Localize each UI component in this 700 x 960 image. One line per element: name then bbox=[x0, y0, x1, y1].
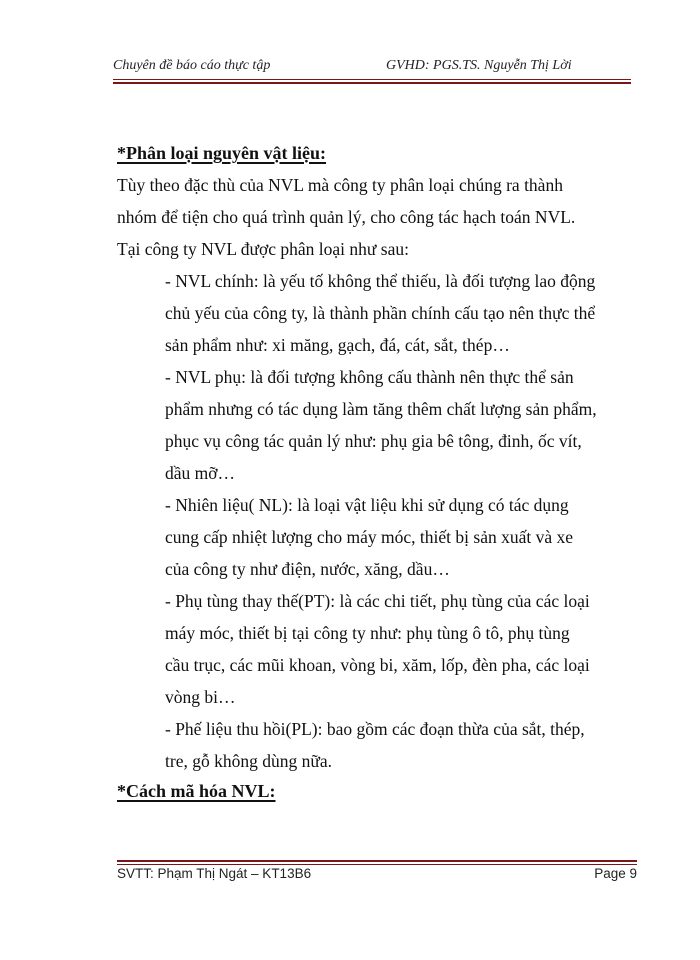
section-heading-coding: *Cách mã hóa NVL: bbox=[117, 781, 276, 801]
footer-rule bbox=[117, 864, 637, 865]
list-item-line: chủ yếu của công ty, là thành phần chính cấu tạo nên thực thể bbox=[165, 303, 596, 323]
list-item-auxiliary-material: - NVL phụ: là đối tượng không cấu thành nên thực thể sản bbox=[165, 367, 574, 387]
footer-student: SVTT: Phạm Thị Ngát – KT13B6 bbox=[117, 866, 312, 881]
header-rule-thick bbox=[113, 82, 631, 84]
list-item-line: sản phẩm như: xi măng, gạch, đá, cát, sắt, thép… bbox=[165, 335, 510, 355]
paragraph-line: Tùy theo đặc thù của NVL mà công ty phân loại chúng ra thành bbox=[117, 175, 563, 195]
page-footer bbox=[117, 860, 637, 886]
list-item-fuel: - Nhiên liệu( NL): là loại vật liệu khi sử dụng có tác dụng bbox=[165, 495, 569, 515]
list-item-line: máy móc, thiết bị tại công ty như: phụ tùng ô tô, phụ tùng bbox=[165, 623, 570, 643]
header-report-title: Chuyên đề báo cáo thực tập bbox=[113, 58, 271, 73]
header-rule bbox=[113, 79, 631, 80]
list-item-line: phục vụ công tác quản lý như: phụ gia bê tông, đinh, ốc vít, bbox=[165, 431, 582, 451]
list-item-line: phẩm nhưng có tác dụng làm tăng thêm chất lượng sản phẩm, bbox=[165, 399, 597, 419]
header-advisor: GVHD: PGS.TS. Nguyễn Thị Lời bbox=[386, 58, 572, 73]
list-item-line: vòng bi… bbox=[165, 687, 236, 707]
footer-rule-thick bbox=[117, 860, 637, 862]
list-item-line: cầu trục, các mũi khoan, vòng bi, xăm, lốp, đèn pha, các loại bbox=[165, 655, 590, 675]
list-item-scrap: - Phế liệu thu hồi(PL): bao gồm các đoạn thừa của sắt, thép, bbox=[165, 719, 585, 739]
section-heading-classification: *Phân loại nguyên vật liệu: bbox=[117, 143, 327, 163]
list-item-line: của công ty như điện, nước, xăng, dầu… bbox=[165, 559, 450, 579]
list-item-line: tre, gỗ không dùng nữa. bbox=[165, 751, 332, 771]
list-item-line: dầu mỡ… bbox=[165, 463, 236, 483]
list-item-main-material: - NVL chính: là yếu tố không thể thiếu, là đối tượng lao động bbox=[165, 271, 596, 291]
paragraph-line: Tại công ty NVL được phân loại như sau: bbox=[117, 239, 409, 259]
paragraph-line: nhóm để tiện cho quá trình quản lý, cho công tác hạch toán NVL. bbox=[117, 207, 576, 227]
page-number: Page 9 bbox=[594, 866, 637, 881]
list-item-line: cung cấp nhiệt lượng cho máy móc, thiết bị sản xuất và xe bbox=[165, 527, 574, 547]
list-item-spare-parts: - Phụ tùng thay thế(PT): là các chi tiết, phụ tùng của các loại bbox=[165, 591, 590, 611]
page-header bbox=[113, 58, 631, 80]
